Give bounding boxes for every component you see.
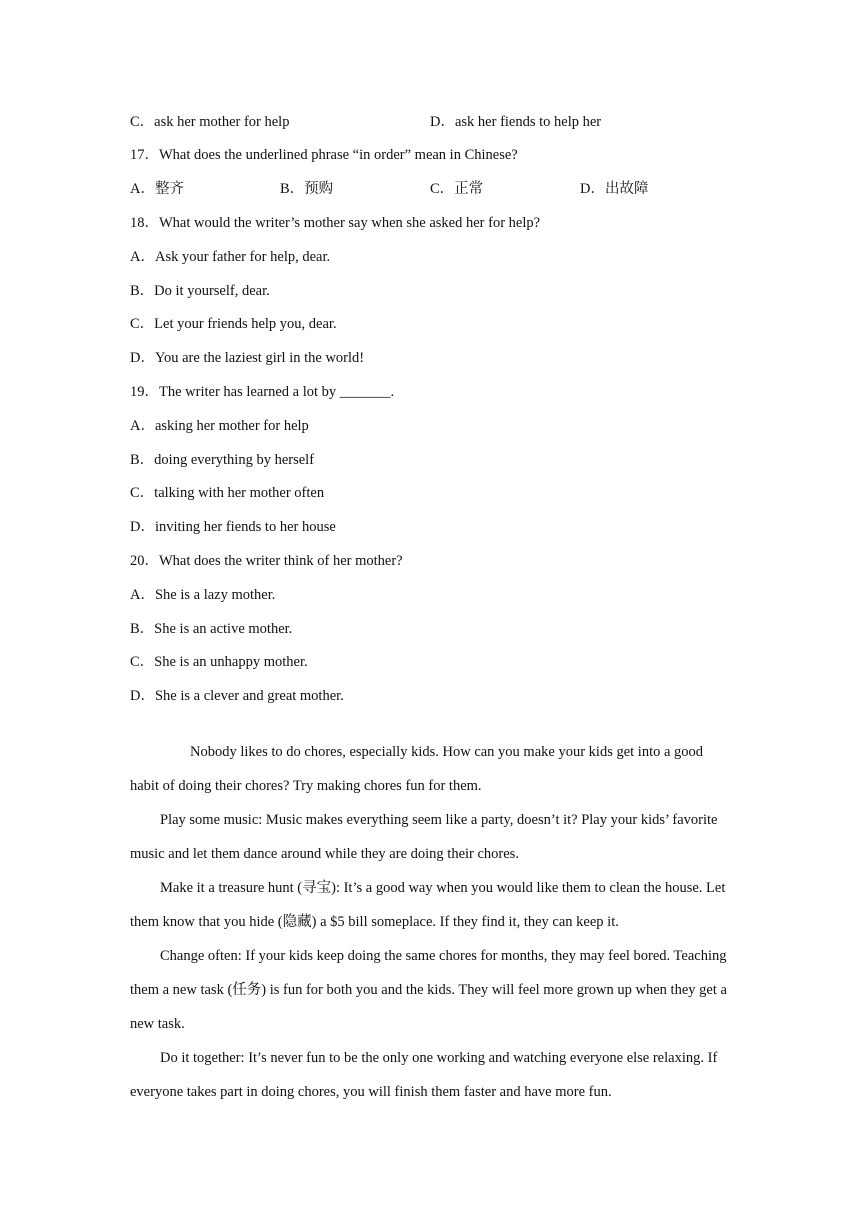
q17-option-a: A．整齐 — [130, 181, 184, 197]
q20-option-b: B．She is an active mother. — [130, 621, 293, 637]
q16-option-c: C．ask her mother for help — [130, 114, 290, 130]
passage-paragraph-1: Nobody likes to do chores, especially kids. How can you make your kids get into a good habit of doing their chores? Try making chores fun for them. — [130, 744, 704, 794]
q19-stem: 19．The writer has learned a lot by _______. — [130, 384, 395, 400]
q19-option-d: D．inviting her fiends to her house — [130, 519, 336, 535]
q17-option-d: D．出故障 — [580, 181, 649, 197]
q19-option-c: C．talking with her mother often — [130, 485, 325, 501]
q18-option-d: D．You are the laziest girl in the world! — [130, 350, 365, 366]
passage-paragraph-5: Do it together: It’s never fun to be the only one working and watching everyone else relaxing. If everyone takes part in doing chores, you will finish them faster and have more fun. — [130, 1050, 718, 1100]
reading-passage — [130, 735, 735, 1109]
q17-option-b: B．预购 — [280, 181, 334, 197]
q19-option-a: A．asking her mother for help — [130, 418, 309, 434]
q16-option-d: D．ask her fiends to help her — [430, 114, 602, 130]
q17-option-c: C．正常 — [430, 181, 484, 197]
q20-stem: 20．What does the writer think of her mother? — [130, 553, 403, 569]
q20-option-c: C．She is an unhappy mother. — [130, 654, 308, 670]
q17-stem: 17．What does the underlined phrase “in order” mean in Chinese? — [130, 147, 518, 163]
passage-paragraph-2: Play some music: Music makes everything seem like a party, doesn’t it? Play your kids’ favorite music and let them dance around while they are doing their chores. — [130, 812, 718, 862]
q18-stem: 18．What would the writer’s mother say when she asked her for help? — [130, 215, 541, 231]
passage-paragraph-4: Change often: If your kids keep doing the same chores for months, they may feel bored. Teaching them a new task (任务) is fun for both you and the kids. They will feel more grown up when they get a new task. — [130, 948, 727, 1032]
q18-option-b: B．Do it yourself, dear. — [130, 283, 270, 299]
passage-paragraph-3: Make it a treasure hunt (寻宝): It’s a good way when you would like them to clean the house. Let them know that you hide (隐藏) a $5 bill someplace. If they find it, they can keep it. — [130, 880, 726, 930]
q20-option-a: A．She is a lazy mother. — [130, 587, 276, 603]
q20-option-d: D．She is a clever and great mother. — [130, 688, 344, 704]
q18-option-c: C．Let your friends help you, dear. — [130, 316, 337, 332]
q19-option-b: B．doing everything by herself — [130, 452, 315, 468]
q18-option-a: A．Ask your father for help, dear. — [130, 249, 331, 265]
